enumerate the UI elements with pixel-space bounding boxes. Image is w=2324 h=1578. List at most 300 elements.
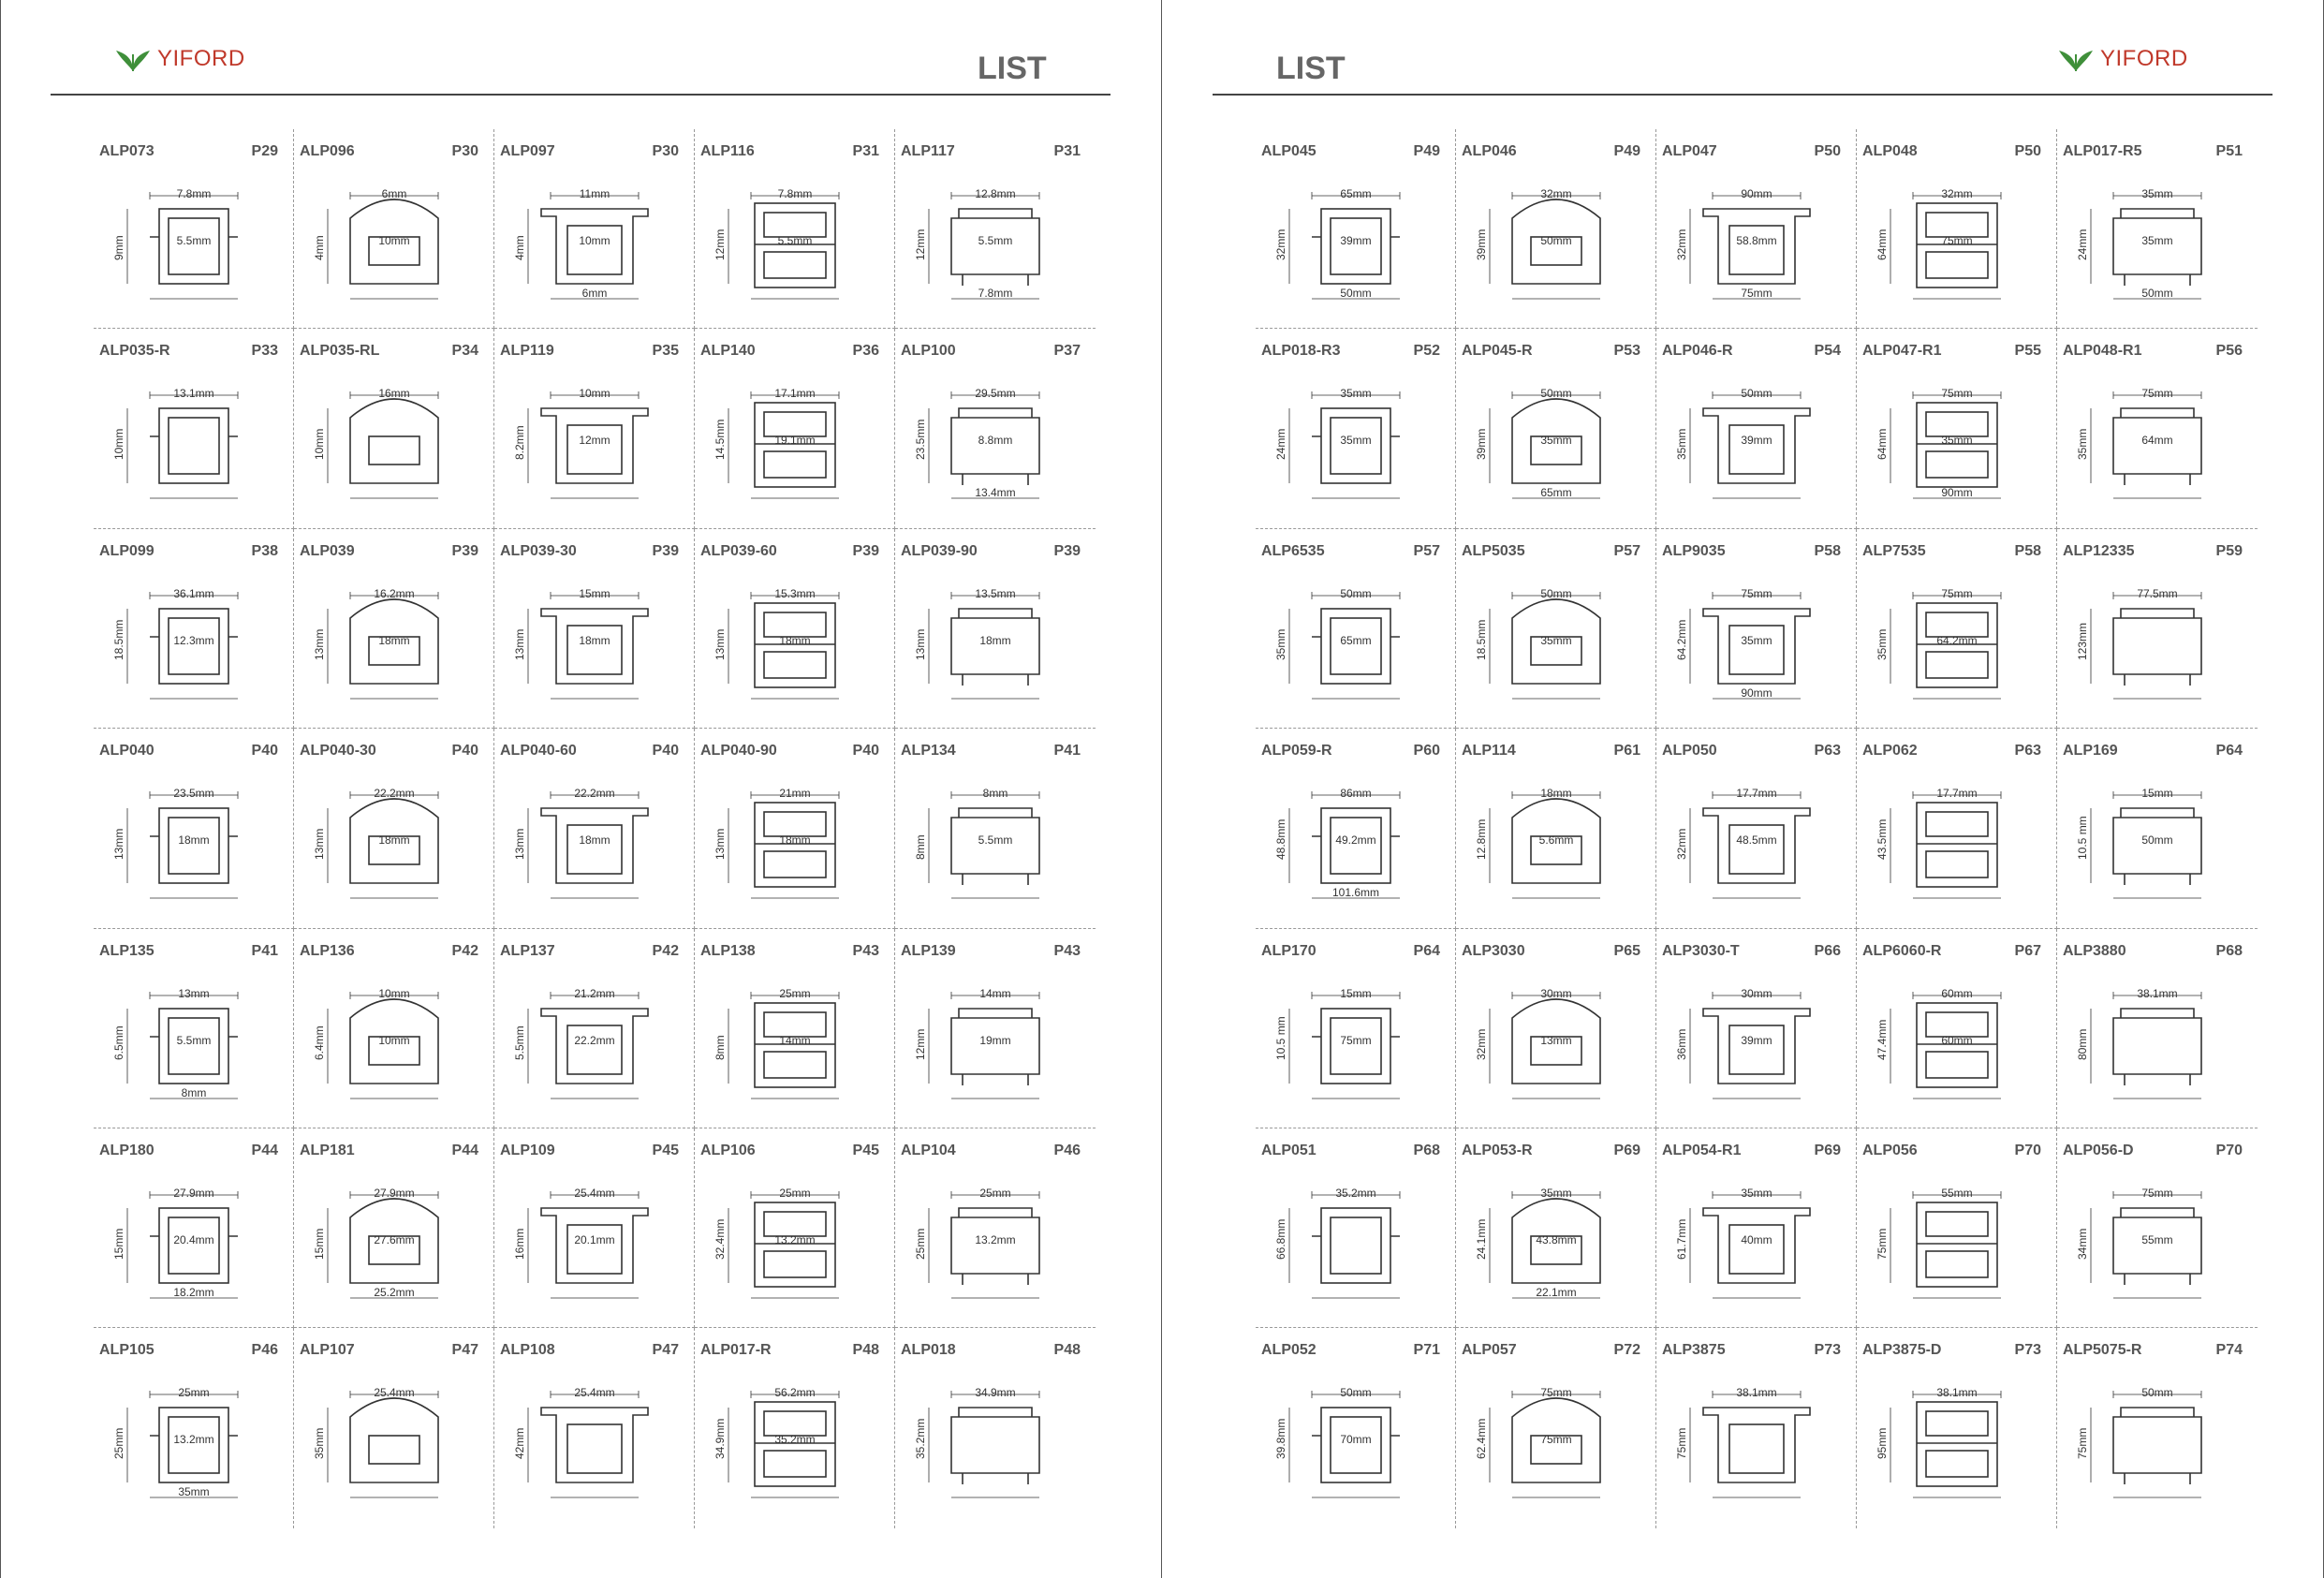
catalog-page-ref: P41 bbox=[1053, 743, 1081, 760]
catalog-page-ref: P69 bbox=[1814, 1142, 1841, 1158]
catalog-page-ref: P44 bbox=[251, 1142, 278, 1158]
dimension-label: 15mm bbox=[112, 1228, 125, 1260]
dimension-label: 90mm bbox=[1741, 686, 1772, 700]
catalog-page-ref: P58 bbox=[2014, 542, 2041, 559]
dimension-label: 25mm bbox=[178, 1386, 210, 1400]
dimension-label: 29.5mm bbox=[975, 387, 1016, 401]
profile-cross-section bbox=[513, 376, 676, 516]
dimension-label: 42mm bbox=[513, 1428, 526, 1460]
product-cell bbox=[294, 129, 494, 329]
product-cell bbox=[1857, 1128, 2057, 1328]
product-cell bbox=[1456, 129, 1656, 329]
profile-cross-section bbox=[1875, 775, 2038, 916]
dimension-label: 18mm bbox=[1540, 787, 1572, 801]
dimension-label: 10mm bbox=[579, 234, 610, 247]
dimension-label: 95mm bbox=[1875, 1428, 1889, 1460]
product-code: ALP040 bbox=[99, 743, 154, 760]
catalog-page-ref: P39 bbox=[852, 542, 879, 559]
dimension-label: 8.8mm bbox=[978, 434, 1013, 448]
dimension-label: 18mm bbox=[579, 633, 610, 647]
product-cell bbox=[1256, 1128, 1456, 1328]
dimension-label: 4mm bbox=[313, 235, 326, 260]
dimension-label: 25mm bbox=[779, 986, 811, 1000]
product-code: ALP053-R bbox=[1462, 1142, 1533, 1158]
product-cell bbox=[2057, 1128, 2258, 1328]
dimension-label: 77.5mm bbox=[2137, 586, 2178, 600]
dimension-label: 66.8mm bbox=[1274, 1218, 1287, 1260]
dimension-label: 18mm bbox=[979, 633, 1011, 647]
dimension-label: 13.2mm bbox=[774, 1232, 816, 1246]
dimension-label: 75mm bbox=[1941, 234, 1973, 247]
catalog-page-ref: P73 bbox=[2014, 1342, 2041, 1359]
product-cell bbox=[695, 1128, 895, 1328]
profile-cross-section bbox=[313, 576, 476, 716]
product-code: ALP100 bbox=[901, 343, 956, 360]
dimension-label: 15mm bbox=[579, 586, 610, 600]
catalog-page-ref: P34 bbox=[451, 343, 478, 360]
product-cell bbox=[1857, 329, 2057, 528]
catalog-page-ref: P56 bbox=[2215, 343, 2243, 360]
catalog-page-ref: P64 bbox=[2215, 743, 2243, 760]
profile-cross-section bbox=[1475, 1375, 1638, 1515]
dimension-label: 22.2mm bbox=[574, 787, 615, 801]
product-code: ALP052 bbox=[1261, 1342, 1316, 1359]
dimension-label: 7.8mm bbox=[777, 187, 813, 200]
profile-cross-section bbox=[713, 775, 876, 916]
dimension-label: 22.2mm bbox=[374, 787, 415, 801]
product-code: ALP057 bbox=[1462, 1342, 1517, 1359]
product-cell bbox=[1656, 1128, 1857, 1328]
dimension-label: 35mm bbox=[1540, 434, 1572, 448]
dimension-label: 90mm bbox=[1741, 187, 1772, 200]
product-cell bbox=[294, 329, 494, 528]
dimension-label: 18mm bbox=[579, 833, 610, 848]
dimension-label: 58.8mm bbox=[1736, 234, 1777, 247]
catalog-page-ref: P73 bbox=[1814, 1342, 1841, 1359]
product-code: ALP051 bbox=[1261, 1142, 1316, 1158]
profile-cross-section bbox=[2076, 976, 2239, 1116]
dimension-label: 13mm bbox=[713, 628, 727, 660]
product-cell bbox=[94, 929, 294, 1128]
dimension-label: 12.8mm bbox=[975, 187, 1016, 200]
product-cell bbox=[494, 729, 695, 928]
dimension-label: 35mm bbox=[1540, 633, 1572, 647]
dimension-label: 35mm bbox=[1274, 628, 1287, 660]
profile-cross-section bbox=[2076, 1375, 2239, 1515]
catalog-page-ref: P53 bbox=[1613, 343, 1640, 360]
profile-cross-section bbox=[1475, 576, 1638, 716]
dimension-label: 56.2mm bbox=[774, 1386, 816, 1400]
dimension-label: 5.5mm bbox=[176, 234, 212, 247]
catalog-page-ref: P39 bbox=[1053, 542, 1081, 559]
dimension-label: 39mm bbox=[1340, 234, 1372, 247]
product-code: ALP104 bbox=[901, 1142, 956, 1158]
product-code: ALP140 bbox=[700, 343, 756, 360]
product-code: ALP099 bbox=[99, 542, 154, 559]
dimension-label: 35mm bbox=[1941, 434, 1973, 448]
profile-cross-section bbox=[1475, 176, 1638, 317]
dimension-label: 38.1mm bbox=[1736, 1386, 1777, 1400]
profile-cross-section bbox=[2076, 1175, 2239, 1316]
profile-cross-section bbox=[1875, 1175, 2038, 1316]
dimension-label: 5.6mm bbox=[1538, 833, 1574, 848]
profile-cross-section bbox=[2076, 376, 2239, 516]
dimension-label: 70mm bbox=[1340, 1433, 1372, 1447]
dimension-label: 36.1mm bbox=[173, 586, 214, 600]
product-code: ALP059-R bbox=[1261, 743, 1332, 760]
catalog-page-ref: P49 bbox=[1613, 143, 1640, 159]
product-code: ALP181 bbox=[300, 1142, 355, 1158]
catalog-page-ref: P68 bbox=[2215, 942, 2243, 959]
product-cell bbox=[2057, 929, 2258, 1128]
dimension-label: 55mm bbox=[2141, 1232, 2173, 1246]
catalog-page-ref: P69 bbox=[1613, 1142, 1640, 1158]
dimension-label: 15mm bbox=[2141, 787, 2173, 801]
product-code: ALP136 bbox=[300, 942, 355, 959]
dimension-label: 24mm bbox=[1274, 429, 1287, 461]
profile-cross-section bbox=[914, 976, 1077, 1116]
product-code: ALP116 bbox=[700, 143, 755, 159]
product-code: ALP039-30 bbox=[500, 542, 577, 559]
dimension-label: 34.9mm bbox=[975, 1386, 1016, 1400]
catalog-page-ref: P30 bbox=[652, 143, 679, 159]
dimension-label: 32mm bbox=[1941, 187, 1973, 200]
profile-cross-section bbox=[1475, 976, 1638, 1116]
profile-cross-section bbox=[1875, 976, 2038, 1116]
dimension-label: 35mm bbox=[313, 1428, 326, 1460]
product-cell bbox=[1656, 1328, 1857, 1527]
dimension-label: 75mm bbox=[2141, 387, 2173, 401]
product-code: ALP12335 bbox=[2063, 542, 2135, 559]
dimension-label: 50mm bbox=[1540, 387, 1572, 401]
product-code: ALP108 bbox=[500, 1342, 555, 1359]
header-rule bbox=[1213, 94, 2273, 96]
profile-cross-section bbox=[713, 576, 876, 716]
dimension-label: 10mm bbox=[378, 986, 410, 1000]
catalog-page-ref: P60 bbox=[1413, 743, 1440, 760]
profile-cross-section bbox=[313, 976, 476, 1116]
dimension-label: 13mm bbox=[313, 628, 326, 660]
product-code: ALP170 bbox=[1261, 942, 1316, 959]
profile-cross-section bbox=[313, 775, 476, 916]
dimension-label: 50mm bbox=[1741, 387, 1772, 401]
dimension-label: 32.4mm bbox=[713, 1218, 727, 1260]
dimension-label: 6mm bbox=[381, 187, 407, 200]
dimension-label: 64mm bbox=[2141, 434, 2173, 448]
dimension-label: 21mm bbox=[779, 787, 811, 801]
product-cell bbox=[294, 1128, 494, 1328]
profile-cross-section bbox=[1475, 376, 1638, 516]
dimension-label: 35mm bbox=[1875, 628, 1889, 660]
catalog-page-ref: P51 bbox=[2215, 143, 2243, 159]
profile-cross-section bbox=[914, 576, 1077, 716]
product-code: ALP048 bbox=[1862, 143, 1918, 159]
profile-cross-section bbox=[313, 176, 476, 317]
dimension-label: 10.5 mm bbox=[2076, 816, 2089, 861]
dimension-label: 50mm bbox=[1540, 586, 1572, 600]
dimension-label: 35mm bbox=[2141, 234, 2173, 247]
dimension-label: 13mm bbox=[513, 628, 526, 660]
dimension-label: 27.9mm bbox=[374, 1186, 415, 1200]
product-cell bbox=[294, 1328, 494, 1527]
product-cell bbox=[895, 529, 1096, 729]
profile-cross-section bbox=[1675, 976, 1838, 1116]
profile-cross-section bbox=[713, 376, 876, 516]
right-page bbox=[1162, 0, 2323, 1578]
dimension-label: 18mm bbox=[779, 633, 811, 647]
product-code: ALP046 bbox=[1462, 143, 1517, 159]
catalog-page-ref: P70 bbox=[2215, 1142, 2243, 1158]
dimension-label: 25mm bbox=[979, 1186, 1011, 1200]
product-code: ALP056 bbox=[1862, 1142, 1918, 1158]
dimension-label: 32mm bbox=[1675, 828, 1688, 861]
profile-cross-section bbox=[1475, 1175, 1638, 1316]
dimension-label: 13.2mm bbox=[173, 1433, 214, 1447]
profile-cross-section bbox=[1875, 1375, 2038, 1515]
dimension-label: 86mm bbox=[1340, 787, 1372, 801]
catalog-page-ref: P50 bbox=[2014, 143, 2041, 159]
profile-cross-section bbox=[914, 176, 1077, 317]
dimension-label: 27.9mm bbox=[173, 1186, 214, 1200]
product-code: ALP047-R1 bbox=[1862, 343, 1942, 360]
dimension-label: 13mm bbox=[178, 986, 210, 1000]
profile-cross-section bbox=[1274, 176, 1437, 317]
product-cell bbox=[1656, 929, 1857, 1128]
dimension-label: 35mm bbox=[1340, 387, 1372, 401]
dimension-label: 8mm bbox=[982, 787, 1008, 801]
dimension-label: 65mm bbox=[1540, 486, 1572, 500]
product-cell bbox=[94, 529, 294, 729]
product-cell bbox=[1456, 729, 1656, 928]
catalog-page-ref: P63 bbox=[1814, 743, 1841, 760]
product-cell bbox=[94, 729, 294, 928]
dimension-label: 5.5mm bbox=[978, 234, 1013, 247]
catalog-page-ref: P40 bbox=[451, 743, 478, 760]
product-cell bbox=[1256, 1328, 1456, 1527]
dimension-label: 48.5mm bbox=[1736, 833, 1777, 848]
product-cell bbox=[1857, 129, 2057, 329]
dimension-label: 39mm bbox=[1741, 434, 1772, 448]
product-cell bbox=[494, 529, 695, 729]
dimension-label: 13mm bbox=[713, 828, 727, 861]
dimension-label: 61.7mm bbox=[1675, 1218, 1688, 1260]
catalog-page-ref: P29 bbox=[251, 143, 278, 159]
dimension-label: 75mm bbox=[1941, 586, 1973, 600]
brand-logo bbox=[112, 45, 245, 73]
dimension-label: 50mm bbox=[2141, 287, 2173, 300]
catalog-page-ref: P42 bbox=[451, 942, 478, 959]
profile-cross-section bbox=[713, 1175, 876, 1316]
dimension-label: 101.6mm bbox=[1331, 886, 1380, 900]
profile-cross-section bbox=[112, 176, 275, 317]
dimension-label: 12.8mm bbox=[1475, 818, 1488, 861]
product-cell bbox=[1857, 529, 2057, 729]
product-cell bbox=[895, 729, 1096, 928]
dimension-label: 22.1mm bbox=[1536, 1285, 1577, 1299]
catalog-page-ref: P67 bbox=[2014, 942, 2041, 959]
profile-cross-section bbox=[914, 376, 1077, 516]
dimension-label: 23.5mm bbox=[173, 787, 214, 801]
profile-cross-section bbox=[1475, 775, 1638, 916]
profile-cross-section bbox=[313, 376, 476, 516]
product-code: ALP106 bbox=[700, 1142, 756, 1158]
product-cell bbox=[1456, 529, 1656, 729]
product-cell bbox=[1456, 929, 1656, 1128]
catalog-page-ref: P46 bbox=[1053, 1142, 1081, 1158]
product-cell bbox=[695, 1328, 895, 1527]
product-code: ALP035-RL bbox=[300, 343, 380, 360]
product-code: ALP018 bbox=[901, 1342, 956, 1359]
product-code: ALP039-60 bbox=[700, 542, 777, 559]
dimension-label: 5.5mm bbox=[176, 1033, 212, 1047]
catalog-page-ref: P64 bbox=[1413, 942, 1440, 959]
dimension-label: 50mm bbox=[2141, 1386, 2173, 1400]
dimension-label: 32mm bbox=[1274, 229, 1287, 260]
product-code: ALP117 bbox=[901, 143, 955, 159]
dimension-label: 14mm bbox=[779, 1033, 811, 1047]
dimension-label: 123mm bbox=[2076, 622, 2089, 660]
catalog-page-ref: P68 bbox=[1413, 1142, 1440, 1158]
dimension-label: 11mm bbox=[579, 187, 610, 200]
product-cell bbox=[1456, 1128, 1656, 1328]
product-cell bbox=[1256, 129, 1456, 329]
dimension-label: 49.2mm bbox=[1335, 833, 1376, 848]
dimension-label: 25.2mm bbox=[374, 1285, 415, 1299]
catalog-page-ref: P72 bbox=[1613, 1342, 1640, 1359]
dimension-label: 62.4mm bbox=[1475, 1418, 1488, 1460]
profile-cross-section bbox=[914, 775, 1077, 916]
dimension-label: 12mm bbox=[713, 229, 727, 260]
profile-cross-section bbox=[1274, 1175, 1437, 1316]
product-cell bbox=[1456, 329, 1656, 528]
product-code: ALP047 bbox=[1662, 143, 1717, 159]
profile-cross-section bbox=[1274, 1375, 1437, 1515]
dimension-label: 20.4mm bbox=[173, 1232, 214, 1246]
product-code: ALP7535 bbox=[1862, 542, 1926, 559]
catalog-page-ref: P40 bbox=[652, 743, 679, 760]
product-code: ALP045-R bbox=[1462, 343, 1533, 360]
catalog-page-ref: P55 bbox=[2014, 343, 2041, 360]
catalog-page-ref: P38 bbox=[251, 542, 278, 559]
product-cell bbox=[695, 329, 895, 528]
profile-cross-section bbox=[513, 1175, 676, 1316]
product-code: ALP3880 bbox=[2063, 942, 2126, 959]
catalog-page-ref: P66 bbox=[1814, 942, 1841, 959]
dimension-label: 17.1mm bbox=[774, 387, 816, 401]
product-cell bbox=[1656, 129, 1857, 329]
product-code: ALP6535 bbox=[1261, 542, 1325, 559]
product-cell bbox=[695, 529, 895, 729]
profile-cross-section bbox=[1875, 576, 2038, 716]
catalog-page-ref: P41 bbox=[251, 942, 278, 959]
catalog-page-ref: P52 bbox=[1413, 343, 1440, 360]
product-cell bbox=[294, 729, 494, 928]
dimension-label: 12mm bbox=[579, 434, 610, 448]
product-code: ALP045 bbox=[1261, 143, 1316, 159]
catalog-page-ref: P45 bbox=[652, 1142, 679, 1158]
profile-cross-section bbox=[1274, 376, 1437, 516]
product-code: ALP054-R1 bbox=[1662, 1142, 1742, 1158]
dimension-label: 17.7mm bbox=[1936, 787, 1978, 801]
dimension-label: 16.2mm bbox=[374, 586, 415, 600]
catalog-page-ref: P48 bbox=[1053, 1342, 1081, 1359]
product-code: ALP169 bbox=[2063, 743, 2118, 760]
dimension-label: 8mm bbox=[713, 1034, 727, 1060]
dimension-label: 50mm bbox=[2141, 833, 2173, 848]
product-cell bbox=[1656, 529, 1857, 729]
catalog-page-ref: P35 bbox=[652, 343, 679, 360]
profile-cross-section bbox=[2076, 176, 2239, 317]
product-code: ALP9035 bbox=[1662, 542, 1726, 559]
dimension-label: 25.4mm bbox=[574, 1386, 615, 1400]
brand-logo bbox=[2055, 45, 2188, 73]
dimension-label: 15mm bbox=[1340, 986, 1372, 1000]
dimension-label: 32mm bbox=[1675, 229, 1688, 260]
dimension-label: 13mm bbox=[1540, 1033, 1572, 1047]
dimension-label: 75mm bbox=[1675, 1428, 1688, 1460]
product-code: ALP040-60 bbox=[500, 743, 577, 760]
dimension-label: 25mm bbox=[112, 1428, 125, 1460]
dimension-label: 17.7mm bbox=[1736, 787, 1777, 801]
dimension-label: 13mm bbox=[112, 828, 125, 861]
product-code: ALP039-90 bbox=[901, 542, 978, 559]
product-cell bbox=[1456, 1328, 1656, 1527]
dimension-label: 35mm bbox=[1675, 429, 1688, 461]
product-cell bbox=[1857, 729, 2057, 928]
dimension-label: 35.2mm bbox=[774, 1433, 816, 1447]
dimension-label: 15.3mm bbox=[774, 586, 816, 600]
dimension-label: 8.2mm bbox=[513, 425, 526, 461]
dimension-label: 23.5mm bbox=[914, 420, 927, 461]
dimension-label: 35mm bbox=[1741, 633, 1772, 647]
catalog-page-ref: P54 bbox=[1814, 343, 1841, 360]
profile-cross-section bbox=[2076, 576, 2239, 716]
product-cell bbox=[294, 929, 494, 1128]
product-cell bbox=[94, 329, 294, 528]
dimension-label: 40mm bbox=[1741, 1232, 1772, 1246]
dimension-label: 21.2mm bbox=[574, 986, 615, 1000]
dimension-label: 90mm bbox=[1941, 486, 1973, 500]
dimension-label: 18mm bbox=[178, 833, 210, 848]
catalog-page-ref: P39 bbox=[451, 542, 478, 559]
dimension-label: 13.5mm bbox=[975, 586, 1016, 600]
product-cell bbox=[294, 529, 494, 729]
dimension-label: 18mm bbox=[378, 633, 410, 647]
product-grid-left bbox=[94, 129, 1096, 1528]
product-cell bbox=[2057, 329, 2258, 528]
profile-cross-section bbox=[914, 1175, 1077, 1316]
dimension-label: 19.1mm bbox=[774, 434, 816, 448]
dimension-label: 25.4mm bbox=[574, 1186, 615, 1200]
product-code: ALP137 bbox=[500, 942, 555, 959]
dimension-label: 18.5mm bbox=[1475, 619, 1488, 660]
profile-cross-section bbox=[313, 1375, 476, 1515]
dimension-label: 6.4mm bbox=[313, 1025, 326, 1060]
product-cell bbox=[895, 1328, 1096, 1527]
product-code: ALP035-R bbox=[99, 343, 170, 360]
brand-name: YIFORD bbox=[2100, 46, 2188, 71]
catalog-page-ref: P61 bbox=[1613, 743, 1640, 760]
dimension-label: 18.2mm bbox=[173, 1285, 214, 1299]
product-cell bbox=[895, 329, 1096, 528]
dimension-label: 18mm bbox=[779, 833, 811, 848]
dimension-label: 15mm bbox=[313, 1228, 326, 1260]
dimension-label: 16mm bbox=[378, 387, 410, 401]
dimension-label: 10mm bbox=[112, 429, 125, 461]
catalog-page-ref: P33 bbox=[251, 343, 278, 360]
dimension-label: 65mm bbox=[1340, 633, 1372, 647]
product-code: ALP107 bbox=[300, 1342, 355, 1359]
